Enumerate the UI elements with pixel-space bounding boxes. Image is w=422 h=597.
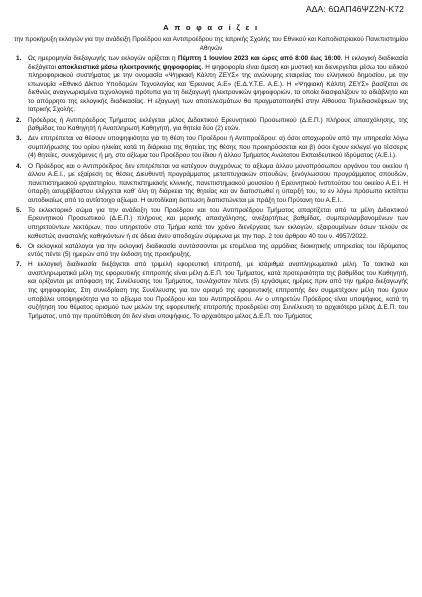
list-item	[12, 207, 410, 241]
intro-paragraph: την προκήρυξη εκλογών για την ανάδειξη Προέδρου και Αντιπροέδρου της Ιατρικής Σχολής του Εθνικού και Καποδιστριακού Πανεπιστημίου Αθηνών	[13, 36, 409, 52]
ada-code: ΑΔΑ: 6ΩΑΠ46ΨΖ2Ν-Κ72	[305, 4, 404, 14]
item-text: Οι εκλογικοί κατάλογοι για την εκλογική διαδικασία συντάσσονται με επιμέλεια της αρμόδιας διοικητικής υπηρεσίας του Ιδρύματος εντός πέντε (5) ημερών από την έκδοση της προκήρυξης.	[28, 242, 408, 259]
list-item	[12, 55, 410, 115]
item-text	[28, 55, 410, 115]
item-text-part: Ως ημερομηνία διεξαγωγής των εκλογών ορίζεται η	[28, 55, 178, 63]
decision-list	[12, 55, 410, 321]
item-number: 3.	[16, 135, 22, 143]
item-text: Η εκλογική διαδικασία διεξάγεται από τριμελή εφορευτική επιτροπή, με ισάριθμα αναπληρωματικά μέλη. Τα τακτικά και αναπληρωματικά μέλη της εφορευτικής επιτροπής είναι μέλη Δ.Ε.Π. του Τμήματος, κατά προτεραιότητα της βαθμίδας του Καθηγητή, και ορίζονται με απόφαση της Συνέλευσης του Τμήματος, τουλάχιστον πέντε (5) εργάσιμες ημέρες πριν από την ημέρα διεξαγωγής της ψηφοφορίας. Στη συνεδρίαση της Συνέλευσης για τον ορισμό της εφορευτικής επιτροπής δεν συμμετέχουν μέλη που έχουν υποβάλει υποψηφιότητα για το αξίωμα του Προέδρου και του Αντιπροέδρου. Αν ο υπηρετών Πρόεδρος είναι υποψήφιος, κατά τη συζήτηση του θέματος ορισμού των μελών της εφορευτικής επιτροπής προεδρεύει στη Συνέλευση το αρχαιότερο μέλος Δ.Ε.Π. του Τμήματος, υπό την προϋπόθεση ότι δεν είναι υποψήφιος. Το αρχαιότερο μέλος Δ.Ε.Π. του Τμήματος	[28, 261, 408, 320]
list-item	[12, 243, 410, 260]
item-text: Το εκλεκτορικό σώμα για την ανάδειξη του Προέδρου και του Αντιπροέδρου Τμήματος απαρτίζεται από τα μέλη Διδακτικού Ερευνητικού Προσωπικού (Δ.Ε.Π.) πλήρους και μερικής απασχόλησης, ανεξαρτήτως βαθμίδας, συμπεριλαμβανομένων των υπηρετούντων λεκτόρων, που υπηρετούν στο Τμήμα κατά τον χρόνο διενέργειας των εκλογών, εξαιρουμένων όσων τελούν σε καθεστώς αναστολής καθηκόντων ή σε άδεια άνευ αποδοχών σύμφωνα με την παρ. 2 του άρθρου 40 του ν. 4957/2022.	[28, 206, 408, 240]
election-date-bold: Πέμπτη 1 Ιουνίου 2023 και ώρες από 8:00 έως 16:00	[177, 55, 341, 63]
list-item	[12, 163, 410, 206]
item-text: Πρόεδρος ή Αντιπρόεδρος Τμήματος εκλέγεται μέλος Διδακτικού Ερευνητικού Προσωπικού (Δ.Ε.Π.) πλήρους απασχόλησης, της βαθμίδας του Καθηγητή ή Αναπληρωτή Καθηγητή, για θητεία δύο (2) ετών.	[28, 116, 408, 133]
item-number: 6.	[16, 242, 22, 250]
item-text: Ο Πρόεδρος και ο Αντιπρόεδρος δεν επιτρέπεται να κατέχουν συγχρόνως το αξίωμα άλλου μονοπρόσωπου οργάνου του οικείου ή άλλου Α.Ε.Ι., με εξαίρεση τις θέσεις Διευθυντή προγράμματος μεταπτυχιακών σπουδών, ξενόγλωσσου προγράμματος σπουδών, πανεπιστημιακού εργαστηρίου, πανεπιστημιακής κλινικής, πανεπιστημιακού μουσείου ή Ερευνητικού Ινστιτούτου του οικείου Α.Ε.Ι. Η ύπαρξη ασυμβίβαστου ελέγχεται καθ' όλη τη διάρκεια της θητείας και αν διαπιστωθεί η ύπαρξή του, το εν λόγω πρόσωπο εκπίπτει αυτοδικαίως από το αντίστοιχο αξίωμα. Η αυτοδίκαιη έκπτωση διαπιστώνεται με πράξη του Πρύτανη του Α.Ε.Ι..	[28, 162, 408, 204]
list-item	[12, 135, 410, 161]
decision-heading: Α π ο φ α σ ί ζ ε ι	[163, 23, 259, 32]
item-text-part: . Η ψηφοφορία είναι άμεση και μυστική και διενεργείται μέσω του ειδικού πληροφοριακού συστήματος με την ονομασία «Ψηφιακή Κάλπη ΖΕΥΣ» της ανώνυμης εταιρείας του ελληνικού δημοσίου, με την επωνυμία «Εθνικό Δίκτυο Υποδομών Τεχνολογίας και Έρευνας Α.Ε» (Ε.Δ.Υ.Τ.Ε. Α.Ε.). Η «Ψηφιακή Κάλπη ΖΕΥΣ» βασίζεται σε διεθνώς αναγνωρισμένα τεχνολογικά πρότυπα για τη διεξαγωγή ηλεκτρονικών ψηφοφοριών, τα οποία διασφαλίζουν το αδιάβλητο και το απόρρητο της εκλογικής διαδικασίας. Η εξαγωγή των αποτελεσμάτων θα πραγματοποιηθεί στην Αίθουσα Τηλεδιασκέψεων της Ιατρικής Σχολής.	[28, 63, 408, 114]
item-number: 7.	[16, 261, 22, 269]
item-number: 1.	[16, 55, 22, 63]
item-text-part: . Η εκλογική διαδικασία διεξάγεται	[28, 55, 408, 71]
item-number: 4.	[16, 162, 22, 170]
electronic-voting-bold: αποκλειστικά μέσω ηλεκτρονικής ψηφοφορίας	[57, 63, 202, 71]
list-item	[12, 261, 410, 321]
item-number: 2.	[16, 116, 22, 124]
item-text: Δεν επιτρέπεται να θέσουν υποψηφιότητα για τη θέση του Προέδρου ή Αντιπροέδρου: α) όσοι αποχωρούν από την υπηρεσία λόγω συμπλήρωσης του ορίου ηλικίας κατά τη διάρκεια της θητείας της θέσης που προκηρύσσεται και β) όσοι έχουν εκλεγεί για τέσσερις (4) θητείες, συνεχόμενες ή μη, στο αξίωμα του Προέδρου του ίδιου ή άλλου Τμήματος Ανώτατου Εκπαιδευτικού Ιδρύματος (Α.Ε.Ι.).	[28, 135, 408, 160]
item-number: 5.	[16, 206, 22, 214]
list-item	[12, 117, 410, 134]
